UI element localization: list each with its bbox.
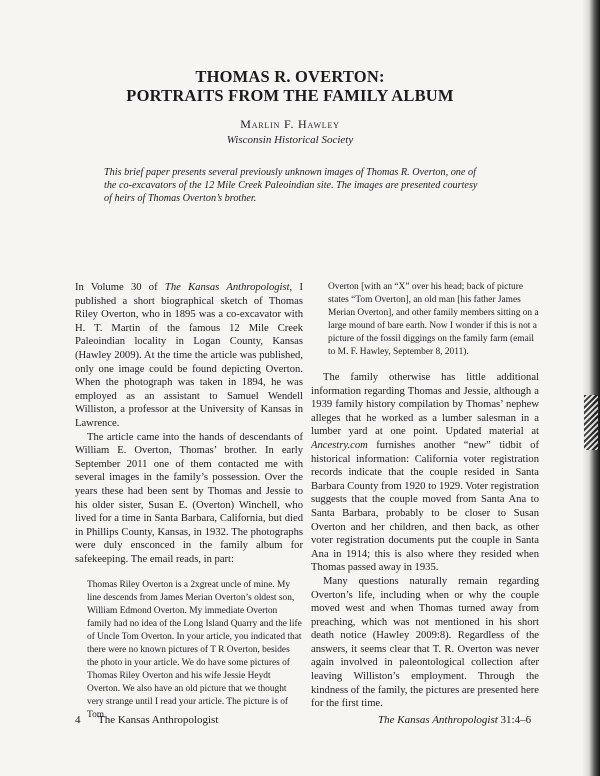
scan-edge-artifact [584,395,598,450]
email-quote: Thomas Riley Overton is a 2xgreat uncle of mine. My line descends from James Merian Overton’s oldest son, William Edmond Overton. My immediate Overton family had no idea of the Long Island Quarry and the life of Uncle Tom Overton. In your article, you indicated that there were no known pictures of T R Overton, besides the photo in your article. We do have some pictures of Thomas Riley Overton and his wife Jessie Heydt Overton. We also have an old picture that we thought very strange until I read your article. The picture is of Tom [87,580,302,721]
text-column-right [311,281,539,711]
article-title-line-1: THOMAS R. OVERTON: [195,67,385,86]
website-italic: Ancestry.com [311,439,368,451]
abstract: This brief paper presents several previously unknown images of Thomas R. Overton, one of the co-excavators of the 12 Mile Creek Paleoindian site. The images are presented courtesy of heirs of Thomas Overton’s brother. [104,167,478,204]
journal-title-italic: The Kansas Anthropologist [164,282,290,293]
scan-page-edge [582,0,600,776]
author-affiliation: Wisconsin Historical Society [226,134,354,146]
email-quote-continued: Overton [with an “X” over his head; back of picture states “Tom Overton], an old man [his father James Merian Overton], and other family members sitting on a large mound of bare earth. Now I wonder if this is not a picture of the fossil diggings on the family farm (email to M. F. Hawley, September 8, 2011). [328,282,539,357]
page-number: 4 [75,714,81,726]
paragraph: Many questions naturally remain regarding Overton’s life, including when or why the couple moved west and when Thomas turned away from preaching, which was not mentioned in his short death notice (Hawley 2009:8). Regardless of the answers, it seems clear that T. R. Overton was never again involved in paleontological collection after leaving Williston’s employment. Through the kindness of the family, the pictures are presented here for the first time. [311,575,539,710]
text-column-left [75,281,303,722]
footer-citation: The Kansas Anthropologist 31:4–6 [378,714,532,726]
article-title-line-2: PORTRAITS FROM THE FAMILY ALBUM [126,86,454,105]
footer-journal-name: The Kansas Anthropologist [98,714,219,726]
paragraph: The family otherwise has little additional information regarding Thomas and Jessie, although a 1939 family history compilation by Thomas’ nephew alleges that he worked as a lumber salesman in a lumber yard at one point. Updated material at Ancestry.com furnishes another “new” tidbit of historical information: California voter registration records indicate that the couple resided in Santa Barbara County from 1920 to 1929. Voter registration suggests that the couple moved from Santa Ana to Santa Barbara, probably to be closer to Susan Overton and her children, and then back, as other voter registration documents put the couple in Santa Ana in 1914; this is also where they resided when Thomas passed away in 1935. [311,372,539,574]
paragraph: In Volume 30 of The Kansas Anthropologist, I published a short biographical sketch of Thomas Riley Overton, who in 1895 was a co-excavator with H. T. Martin of the famous 12 Mile Creek Paleoindian locality in Logan County, Kansas (Hawley 2009). At the time the article was published, only one image could be found depicting Overton. When the photograph was taken in 1894, he was employed as an assistant to Samuel Wendell Williston, a professor at the University of Kansas in Lawrence. [75,282,303,429]
author-name: Marlin F. Hawley [240,117,340,131]
paragraph: The article came into the hands of descendants of William E. Overton, Thomas’ brother. In early September 2011 one of them contacted me with several images in the family’s possession. Over the years these had been sent by Thomas and Jessie to his older sister, Susan E. (Overton) Winchell, who lived for a time in Santa Barbara, California, but died in Phillips County, Kansas, in 1932. The photographs were duly ensconced in the family album for safekeeping. The email reads, in part: [75,431,303,565]
